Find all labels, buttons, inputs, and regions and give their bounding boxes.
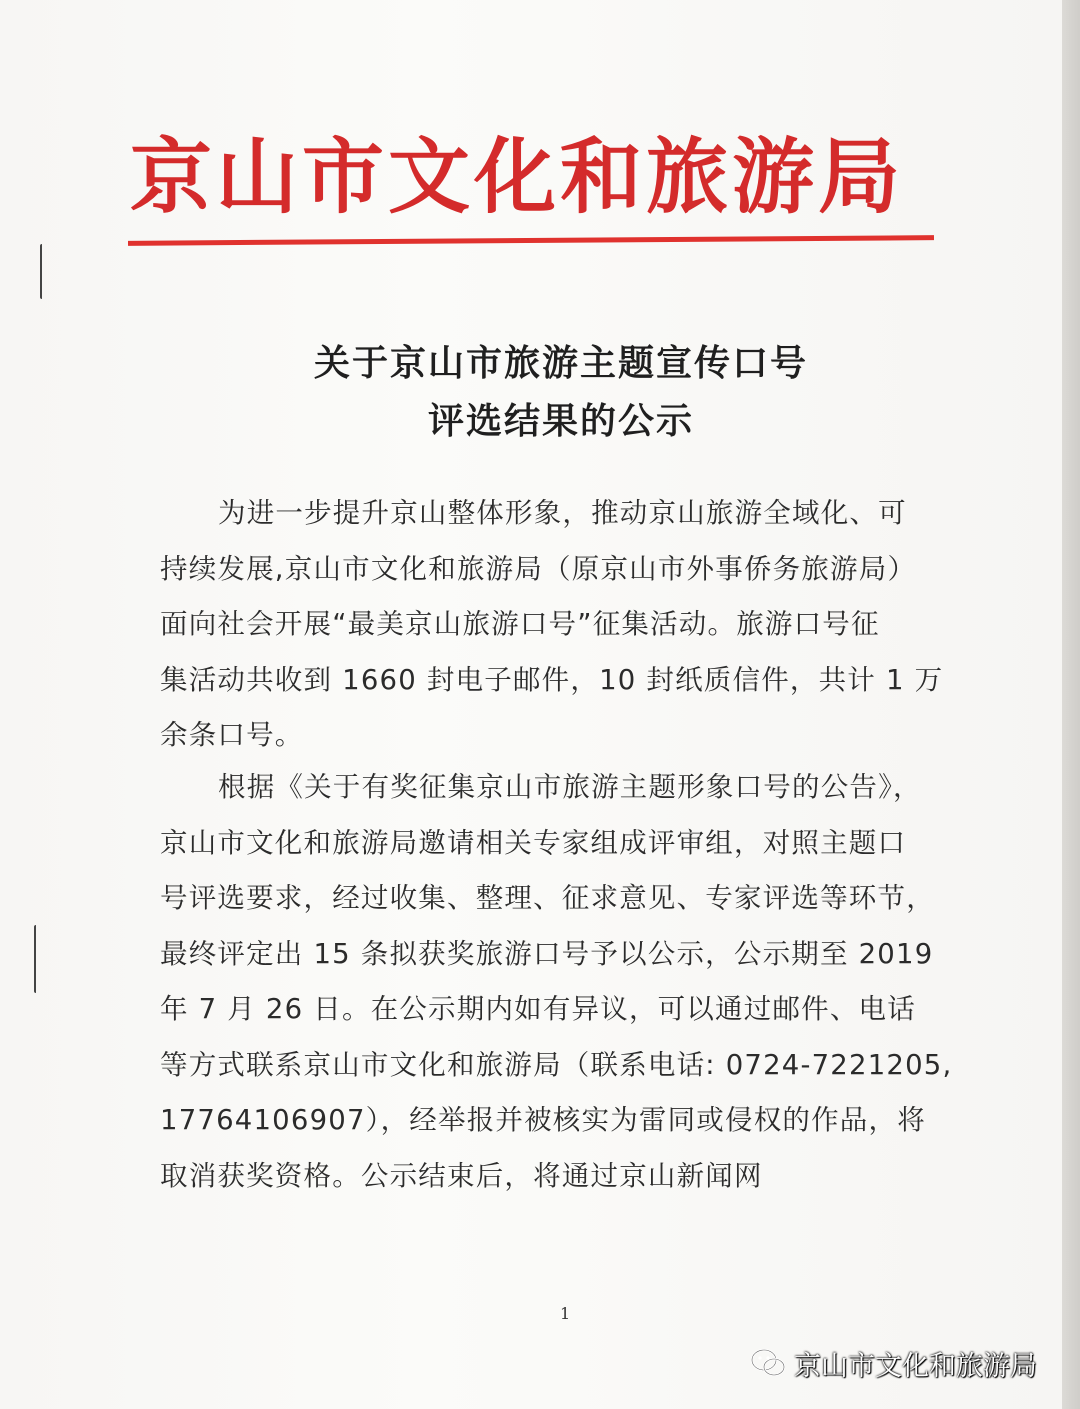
text-line: 号评选要求，经过收集、整理、征求意见、专家评选等环节，: [160, 882, 935, 914]
text-line: 17764106907），经举报并被核实为雷同或侵权的作品，将: [160, 1104, 926, 1136]
document-title-line2: 评选结果的公示: [427, 400, 694, 442]
text-line: 持续发展,京山市文化和旅游局（原京山市外事侨务旅游局）: [160, 552, 917, 585]
text-line: 等方式联系京山市文化和旅游局（联系电话: 0724-7221205,: [160, 1048, 953, 1081]
text-line: 面向社会开展“最美京山旅游口号”征集活动。旅游口号征: [160, 608, 880, 640]
text-line: 取消获奖资格。公示结束后，将通过京山新闻网: [160, 1159, 763, 1192]
text-line: 年 7 月 26 日。在公示期内如有异议，可以通过邮件、电话: [160, 993, 916, 1025]
text-line: 最终评定出 15 条拟获奖旅游口号予以公示，公示期至 2019: [160, 937, 934, 970]
text-line: 余条口号。: [160, 719, 304, 751]
document-title-line1: 关于京山市旅游主题宣传口号: [313, 342, 808, 384]
paragraph-1: [160, 486, 970, 764]
binding-mark: [34, 925, 40, 993]
account-watermark: [750, 1340, 1037, 1386]
text-line: 为进一步提升京山整体形象，推动京山旅游全域化、可: [218, 497, 907, 529]
wechat-icon: [750, 1348, 786, 1378]
page-number: 1: [560, 1304, 571, 1323]
text-line: 集活动共收到 1660 封电子邮件，10 封纸质信件，共计 1 万: [160, 663, 944, 696]
text-line: 根据《关于有奖征集京山市旅游主题形象口号的公告》，: [218, 771, 922, 803]
text-line: 京山市文化和旅游局邀请相关专家组成评审组，对照主题口: [160, 826, 907, 859]
paragraph-2: [160, 760, 970, 1204]
letterhead-title: 京山市文化和旅游局: [130, 130, 905, 225]
page-edge: [1062, 0, 1080, 1409]
binding-mark: [40, 244, 46, 299]
watermark-text: 京山市文化和旅游局: [794, 1350, 1037, 1382]
